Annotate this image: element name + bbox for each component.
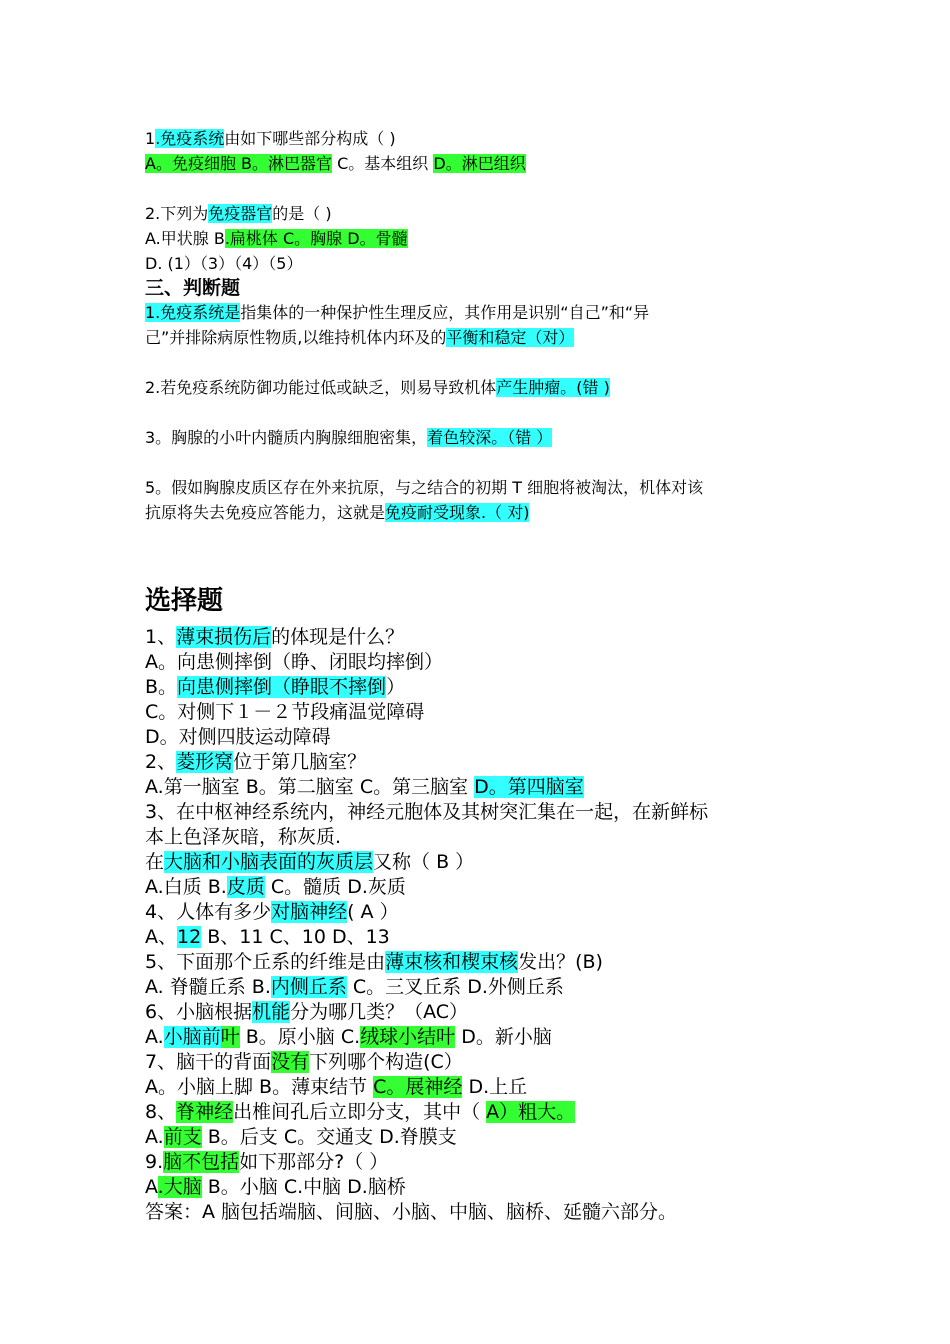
choice-line-4: C。对侧下１－２节段痛温觉障碍: [145, 701, 425, 723]
question-1-options: A。免疫细胞 B。淋巴器官 C。基本组织 D。淋巴组织: [145, 154, 526, 173]
choice-line-1: 1、薄束损伤后的体现是什么？: [145, 626, 405, 648]
question-2: 2.下列为免疫器官的是（ ): [145, 204, 332, 223]
choice-line-18: 7、脑干的背面没有下列哪个构造(C）: [145, 1051, 463, 1073]
choice-line-3: B。向患侧摔倒（睁眼不摔倒）: [145, 676, 406, 698]
judge-5-line-1: 5。假如胸腺皮质区存在外来抗原，与之结合的初期 T 细胞将被淘汰，机体对该: [145, 478, 704, 497]
choice-line-7: A.第一脑室 B。第二脑室 C。第三脑室 D。第四脑室: [145, 776, 584, 798]
judge-1-line-2: 己”并排除病原性物质,以维持机体内环及的平衡和稳定（对）: [145, 328, 575, 347]
choice-line-13: A、12 B、11 C、10 D、13: [145, 926, 390, 948]
choice-line-11: A.白质 B.皮质 C。髓质 D.灰质: [145, 876, 406, 898]
choice-line-2: A。向患侧摔倒（睁、闭眼均摔倒）: [145, 651, 443, 673]
judge-1-line-1: 1.免疫系统是指集体的一种保护性生理反应，其作用是识别“自己”和“异: [145, 303, 650, 322]
choice-line-20: 8、脊神经出椎间孔后立即分支，其中（ A）粗大。: [145, 1101, 576, 1123]
choice-line-9: 本上色泽灰暗，称灰质.: [145, 826, 342, 848]
choice-line-8: 3、在中枢神经系统内，神经元胞体及其树突汇集在一起，在新鲜标: [145, 801, 709, 823]
section-heading-judge: 三、判断题: [145, 277, 241, 299]
choice-line-21: A.前支 B。后支 C。交通支 D.脊膜支: [145, 1126, 457, 1148]
choice-line-15: A. 脊髓丘系 B.内侧丘系 C。三叉丘系 D.外侧丘系: [145, 976, 564, 998]
choice-line-22: 9.脑不包括如下那部分?（ ）: [145, 1151, 389, 1173]
judge-5-line-2: 抗原将失去免疫应答能力，这就是免疫耐受现象.（ 对): [145, 503, 530, 522]
choice-line-14: 5、下面那个丘系的纤维是由薄束核和楔束核发出？(B): [145, 951, 603, 973]
choice-line-23: A.大脑 B。小脑 C.中脑 D.脑桥: [145, 1176, 406, 1198]
choice-line-6: 2、菱形窝位于第几脑室？: [145, 751, 367, 773]
choice-line-17: A.小脑前叶 B。原小脑 C.绒球小结叶 D。新小脑: [145, 1026, 552, 1048]
question-2-options: A.甲状腺 B.扁桃体 C。胸腺 D。骨髓: [145, 229, 408, 248]
judge-2: 2.若免疫系统防御功能过低或缺乏，则易导致机体产生肿瘤。(错 ): [145, 378, 610, 397]
choice-line-12: 4、人体有多少对脑神经( A ）: [145, 901, 399, 923]
choice-line-5: D。对侧四肢运动障碍: [145, 726, 331, 748]
judge-3: 3。胸腺的小叶内髓质内胸腺细胞密集，着色较深。（错 ）: [145, 428, 553, 447]
question-2-answer: D. (1）（3）（4）（5）: [145, 254, 303, 273]
section-heading-choice: 选择题: [145, 586, 224, 616]
choice-line-16: 6、小脑根据机能分为哪几类？（AC）: [145, 1001, 469, 1023]
choice-line-10: 在大脑和小脑表面的灰质层又称（ B ）: [145, 851, 475, 873]
question-1: 1.免疫系统由如下哪些部分构成（ ): [145, 129, 396, 148]
choice-line-19: A。小脑上脚 B。薄束结节 C。展神经 D.上丘: [145, 1076, 528, 1098]
choice-line-24: 答案：A 脑包括端脑、间脑、小脑、中脑、脑桥、延髓六部分。: [145, 1201, 678, 1223]
